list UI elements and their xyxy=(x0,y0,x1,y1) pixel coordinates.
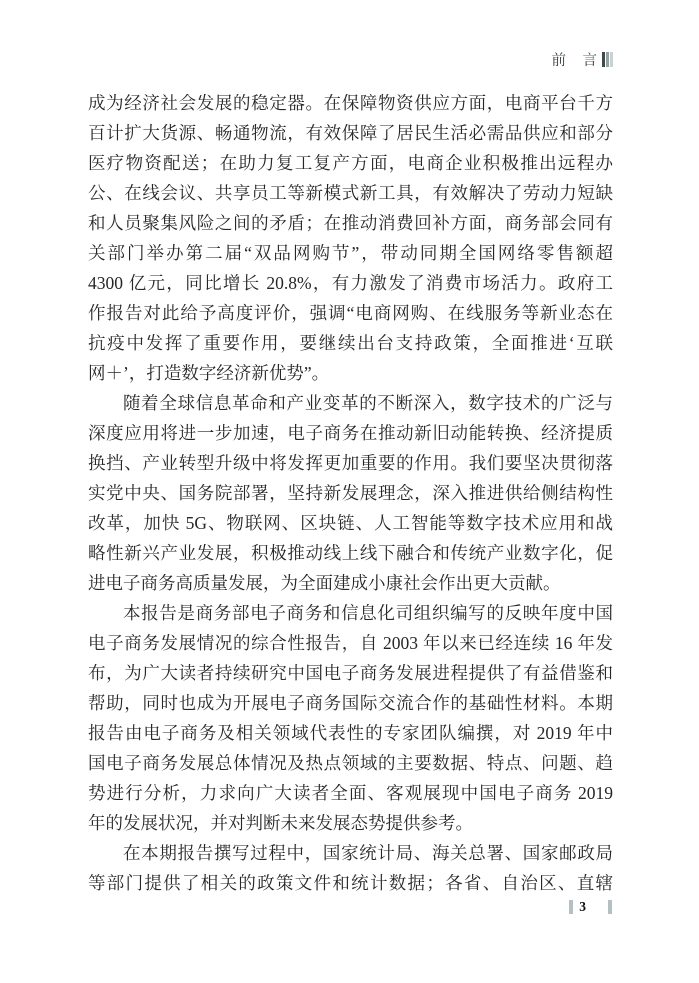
text-line: 换挡、产业转型升级中将发挥更加重要的作用。我们要坚决贯彻落 xyxy=(88,453,613,473)
text-line: 布，为广大读者持续研究中国电子商务发展进程提供了有益借鉴和 xyxy=(88,663,613,683)
text-line: 深度应用将进一步加速，电子商务在推动新旧动能转换、经济提质 xyxy=(88,423,613,443)
chapter-title: 前 言 xyxy=(551,53,598,69)
text-line: 势进行分析，力求向广大读者全面、客观展现中国电子商务 2019 xyxy=(88,783,613,803)
page-number-right-bar-icon xyxy=(608,900,612,914)
text-line: 年的发展状况，并对判断未来发展态势提供参考。 xyxy=(88,813,473,833)
text-line: 电子商务发展情况的综合性报告，自 2003 年以来已经连续 16 年发 xyxy=(88,633,613,653)
text-line: 改革，加快 5G、物联网、区块链、人工智能等数字技术应用和战 xyxy=(88,513,613,533)
chapter-marker-bars-icon xyxy=(601,52,613,67)
text-line: 报告由电子商务及相关领域代表性的专家团队编撰，对 2019 年中 xyxy=(88,723,613,743)
text-line: 进电子商务高质量发展，为全面建成小康社会作出更大贡献。 xyxy=(88,573,561,593)
body-text xyxy=(88,88,613,898)
text-line: 在本期报告撰写过程中，国家统计局、海关总署、国家邮政局 xyxy=(123,843,613,863)
text-line: 随着全球信息革命和产业变革的不断深入，数字技术的广泛与 xyxy=(123,393,613,413)
page-header xyxy=(88,49,613,70)
text-line: 帮助，同时也成为开展电子商务国际交流合作的基础性材料。本期 xyxy=(88,693,613,713)
text-line: 医疗物资配送；在助力复工复产方面，电商企业积极推出远程办 xyxy=(88,153,613,173)
text-line: 成为经济社会发展的稳定器。在保障物资供应方面，电商平台千方 xyxy=(88,93,613,113)
page-number-left-bar-icon xyxy=(569,900,573,914)
text-line: 等部门提供了相关的政策文件和统计数据；各省、自治区、直辖 xyxy=(88,873,613,893)
text-line: 本报告是商务部电子商务和信息化司组织编写的反映年度中国 xyxy=(123,603,613,623)
text-line: 4300 亿元，同比增长 20.8%，有力激发了消费市场活力。政府工 xyxy=(88,273,613,293)
text-line: 关部门举办第二届“双品网购节”，带动同期全国网络零售额超 xyxy=(88,243,613,263)
text-line: 国电子商务发展总体情况及热点领域的主要数据、特点、问题、趋 xyxy=(88,753,613,773)
page-footer xyxy=(88,899,612,915)
text-line: 网＋’，打造数字经济新优势”。 xyxy=(88,363,330,383)
text-line: 公、在线会议、共享员工等新模式新工具，有效解决了劳动力短缺 xyxy=(88,183,613,203)
text-line: 抗疫中发挥了重要作用，要继续出台支持政策，全面推进‘互联 xyxy=(88,333,613,353)
text-line: 略性新兴产业发展，积极推动线上线下融合和传统产业数字化，促 xyxy=(88,543,613,563)
text-line: 百计扩大货源、畅通物流，有效保障了居民生活必需品供应和部分 xyxy=(88,123,613,143)
text-line: 作报告对此给予高度评价，强调“电商网购、在线服务等新业态在 xyxy=(88,303,613,323)
text-line: 实党中央、国务院部署，坚持新发展理念，深入推进供给侧结构性 xyxy=(88,483,613,503)
text-line: 和人员聚集风险之间的矛盾；在推动消费回补方面，商务部会同有 xyxy=(88,213,613,233)
page-number: 3 xyxy=(579,899,586,914)
